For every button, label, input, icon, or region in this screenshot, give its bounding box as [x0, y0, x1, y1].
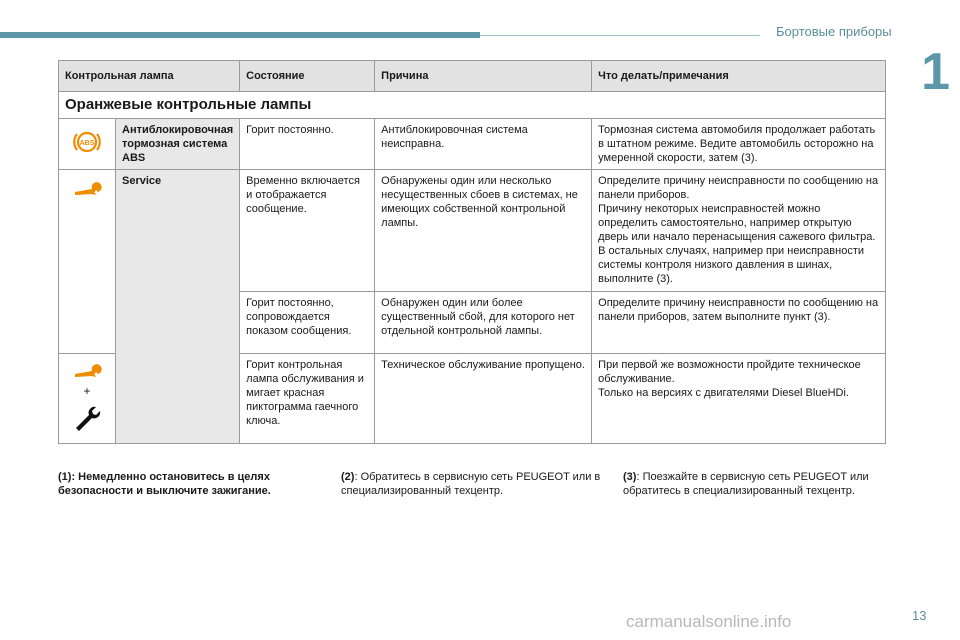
- service-1-action-line: Определите причину неисправности по сообщению на панели приборов.: [598, 175, 879, 201]
- service-3-action-line: При первой же возможности пройдите техническое обслуживание.: [598, 359, 861, 385]
- wrench-icon: [72, 402, 102, 432]
- category-title: Оранжевые контрольные лампы: [59, 92, 886, 119]
- abs-warning-icon: [72, 127, 102, 157]
- service-2-state: Горит постоянно, сопровождается показом сообщения.: [240, 292, 375, 354]
- abs-action: Тормозная система автомобиля продолжает работать в штатном режиме. Ведите автомобиль осторожно на умеренной скорости, затем (3).: [592, 119, 886, 170]
- service-lamp-name: Service: [116, 170, 240, 444]
- wrench-icon: [72, 180, 102, 198]
- footnote-2-text: : Обратитесь в сервисную сеть PEUGEOT или в специализированный техцентр.: [341, 471, 601, 497]
- footnote-3-text: : Поезжайте в сервисную сеть PEUGEOT или обратитесь в специализированный техцентр.: [623, 471, 869, 497]
- table-header-row: [59, 61, 886, 92]
- footnote-3-number: (3): [623, 471, 637, 483]
- column-header-state: Состояние: [240, 61, 375, 92]
- column-header-lamp: Контрольная лампа: [59, 61, 240, 92]
- abs-state: Горит постоянно.: [240, 119, 375, 170]
- table-row-service-1: [59, 170, 886, 292]
- column-header-cause: Причина: [375, 61, 592, 92]
- service-2-cause: Обнаружен один или более существенный сбой, для которого нет отдельной контрольной лампы.: [375, 292, 592, 354]
- chapter-number: 1: [896, 44, 960, 100]
- watermark: carmanualsonline.info: [626, 612, 792, 631]
- service-icon-cell: [59, 170, 116, 354]
- warning-lamp-table: [58, 60, 886, 444]
- footnote-2-number: (2): [341, 471, 355, 483]
- footnote-1-number: (1): [58, 471, 72, 483]
- service-3-cause: Техническое обслуживание пропущено.: [375, 354, 592, 444]
- abs-lamp-name: Антиблокировочная тормозная система ABS: [116, 119, 240, 170]
- service-3-action: [592, 354, 886, 444]
- service-maintenance-icon-cell: [59, 354, 116, 444]
- service-2-action: Определите причину неисправности по сообщению на панели приборов, затем выполните пункт (3).: [592, 292, 886, 354]
- service-3-state: Горит контрольная лампа обслуживания и мигает красная пиктограмма гаечного ключа.: [240, 354, 375, 444]
- footnote-2: [341, 470, 601, 498]
- service-3-action-line: Только на версиях с двигателями Diesel BlueHDi.: [598, 387, 849, 399]
- plus-sign: +: [83, 384, 91, 398]
- section-title: Бортовые приборы: [776, 24, 892, 39]
- footnote-3: [623, 470, 883, 498]
- header-accent-bar: [0, 32, 480, 38]
- footnote-1-text: : Немедленно остановитесь в целях безопасности и выключите зажигание.: [58, 471, 271, 497]
- column-header-action: Что делать/примечания: [592, 61, 886, 92]
- abs-icon-cell: [59, 119, 116, 170]
- service-1-action-line: Причину некоторых неисправностей можно определить самостоятельно, например открытую дверь или начало перенасыщения сажевого фильтра.: [598, 203, 876, 243]
- service-1-action: [592, 170, 886, 292]
- footnote-1: [58, 470, 308, 498]
- service-1-state: Временно включается и отображается сообщение.: [240, 170, 375, 292]
- table-row-abs: [59, 119, 886, 170]
- abs-cause: Антиблокировочная система неисправна.: [375, 119, 592, 170]
- wrench-icon: [72, 362, 102, 380]
- page-number: 13: [912, 608, 927, 623]
- service-1-action-line: В остальных случаях, например при неисправности системы контроля низкого давления в шинах, выполните (3).: [598, 245, 865, 285]
- service-1-cause: Обнаружены один или несколько несущественных сбоев в системах, не имеющих собственной контрольной лампы.: [375, 170, 592, 292]
- header-accent-line: [480, 35, 760, 36]
- category-row: [59, 92, 886, 119]
- abs-icon-text: ABS: [79, 140, 95, 147]
